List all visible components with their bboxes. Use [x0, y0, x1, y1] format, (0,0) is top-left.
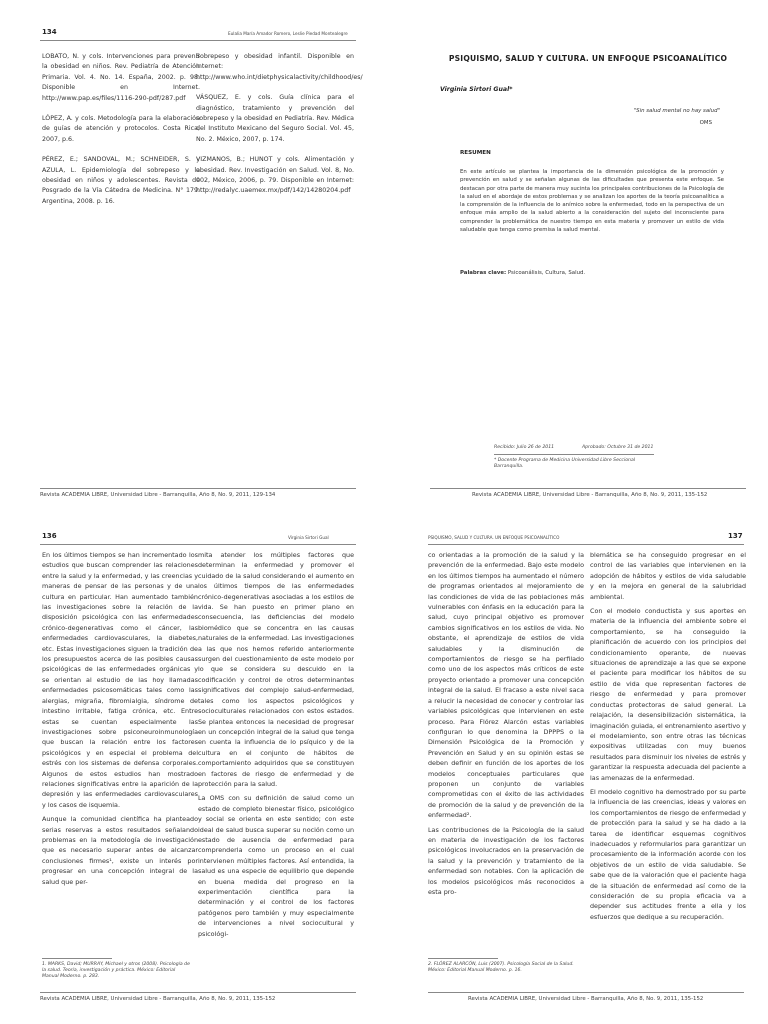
reference-item: LOBATO, N. y cols. Intervenciones para prevenir la obesidad en niños. Rev. Pediatría de Atención Primaria. Vol. 4. No. 14. España, 2002. p. 98. Disponible en Internet. http://www.pap.es/files/1116-290-pdf/287.pdf	[42, 53, 200, 102]
page-number: 134	[42, 28, 57, 36]
keywords-label: Palabras clave:	[460, 270, 507, 276]
reference-item: LÓPEZ, A. y cols. Metodología para la elaboración de guías de atención y protocolos. Costa Rica, 2007, p.6.	[42, 115, 200, 143]
paragraph: En los últimos tiempos se han incrementado los estudios que buscan comprender las relaciones entre la salud y la enfermedad, y las creencias y maneras de pensar de las personas y de una cultura en particular. Han aumentado también las investigaciones sobre la relación de la disposición psicológica con las enfermedades crónico-degenerativas como el cáncer, las enfermedades cardiovasculares, la diabetes, etc. Estas investigaciones siguen la tradición de los presupuestos acerca de las posibles causas psicológicas de las enfermedades orgánicas y se orientan al estudio de las hoy llamadas enfermedades psicosomáticas tales como las alergias, migraña, fibromialgia, síndrome de intestino irritable, fatiga crónica, etc. Entre estas se cuentan especialmente las investigaciones sobre psiconeuroinmunología que buscan la relación entre los factores psicológicos y en especial el problema del estrés con los sistemas de defensa corporales. Algunos de estos estudios han mostrado relaciones significativas entre la aparición de la depresión y las enfermedades cardiovasculares y los casos de isquemia.	[42, 551, 198, 809]
footer-rule	[428, 992, 744, 993]
footnote: 2. FLÓREZ ALARCÓN, Luis (2007). Psicología Social de la Salud. México: Editorial Manual Moderno. p. 16.	[428, 962, 574, 974]
header-rule	[40, 544, 356, 545]
page-137	[410, 522, 766, 1022]
running-head: Virginia Sirtori Gual	[288, 535, 329, 540]
resumen-heading: RESUMEN	[460, 150, 491, 156]
body-column-right	[198, 550, 354, 943]
body-column-left	[42, 550, 198, 891]
keywords-value: Psicoanálisis, Cultura, Salud.	[507, 270, 586, 276]
article-title: PSIQUISMO, SALUD Y CULTURA. UN ENFOQUE PSICOANALÍTICO	[448, 54, 728, 63]
reference-item: Sobrepeso y obesidad infantil. Disponible en Internet: http://www.who.int/dietphysicalactivity/childhood/es/	[196, 53, 363, 81]
paragraph: Con el modelo conductista y sus aportes en materia de la influencia del ambiente sobre el comportamiento, se ha conseguido la planificación de acuerdo con los principios del condicionamiento operante, de nuevas situaciones de aprendizaje a las que se expone el paciente para modificar los hábitos de su estilo de vida que representan factores de riesgo de enfermedad y para promover conductas protectoras de salud general. La relajación, la desensibilización sistemática, la imaginación guiada, el entrenamiento asertivo y el modelamiento, son entre otras las técnicas expositivas utilizadas con muy buenos resultados para disminuir los niveles de estrés y garantizar la respuesta adecuada del paciente a las amenazas de la enfermedad.	[590, 607, 746, 782]
footnote-rule	[428, 958, 498, 959]
epigraph-quote: "Sin salud mental no hay salud"	[633, 108, 720, 114]
paragraph: El modelo cognitivo ha demostrado por su parte la influencia de las creencias, ideas y valores en los comportamientos de riesgo de enfermedad y de protección para la salud y se ha dado a la tarea de identificar esquemas cognitivos inadecuados y reformularlos para garantizar un procesamiento de la información acorde con los objetivos de un estilo de vida saludable. Se sabe que de la valoración que el paciente haga de la situación de enfermedad así como de la consideración de su propia eficacia va a depender sus actitudes frente a ella y los esfuerzos que dedique a su recuperación.	[590, 787, 746, 921]
keywords	[460, 270, 585, 276]
author-note: * Docente Programa de Medicina Universidad Libre Seccional Barranquilla.	[494, 458, 636, 470]
running-head: Eulalia María Amador Romero, Leslie Piedad Montealegre	[228, 31, 348, 36]
page-footer: Revista ACADEMIA LIBRE, Universidad Libre - Barranquilla, Año 8, No. 9, 2011, 135-152	[472, 492, 708, 498]
footnote: 1. MARKS, David; MURRAY, Michael y otros (2008). Psicología de la salud. Teoría, investigación y práctica. México: Editorial Manual Moderno. p. 283.	[42, 962, 190, 980]
page-136	[20, 522, 376, 1022]
approved-date: Aprobado: Octubre 31 de 2011	[582, 445, 654, 450]
page-134	[20, 18, 376, 518]
resumen-text: En este artículo se plantea la importancia de la dimensión psicológica de la promoción y prevención en salud y se señalan algunas de las dificultades que presenta este enfoque. Se destacan por otra parte de manera muy sucinta los principales contribuciones de la Psicología de la salud en el abordaje de estos problemas y se analizan los aportes de la teoría psicoanalítica a la comprensión de la influencia de lo anímico sobre la enfermedad, todo en la perspectiva de un enfoque más amplio de la salud abierto a la consideración del sujeto del inconsciente para comprender la problemática de nuestro tiempo en esta materia y promover un estilo de vida saludable que tenga como premisa la salud mental.	[460, 169, 724, 234]
author-note-rule	[494, 454, 654, 455]
paragraph: co orientadas a la promoción de la salud y la prevención de la enfermedad. Bajo este modelo en los últimos tiempos ha aumentado el número de programas orientados al mejoramiento de las condiciones de vida de las poblaciones más vulnerables con énfasis en la educación para la salud, cuyo principal objetivo es promover cambios significativos en los estilos de vida. No obstante, el aprendizaje de estilos de vida saludables y la disminución de comportamientos de riesgo se ha perfilado como uno de los aspectos más críticos de este proyecto orientado a promover una concepción integral de la salud. El fracaso a este nivel saca a relucir la necesidad de conocer y controlar las variables psicológicas que intervienen en este proceso. Para Flórez Alarcón estas variables configuran lo que denomina la DPPPS o la Dimensión Psicológica de la Promoción y Prevención en Salud y en su opinión estas se deben definir en función de los aportes de los modelos conceptuales particulares que proponen un conjunto de variables comprometidas con el éxito de las actividades de promoción de la salud y de prevención de la enfermedad².	[428, 551, 584, 820]
reference-item: VÁSQUEZ, E. y cols. Guía clínica para el diagnóstico, tratamiento y prevención del sobrepeso y la obesidad en Pediatría. Rev. Médica del Instituto Mexicano del Seguro Social. Vol. 45, No. 2. México, 2007, p. 174.	[196, 94, 354, 143]
received-date: Recibido: Julio 26 de 2011	[494, 445, 555, 450]
reference-item: VIZMANOS, B.; HUNOT y cols. Alimentación y obesidad. Rev. Investigación en Salud. Vol. 8, No. 002, México, 2006, p. 79. Disponible en Internet: http://redalyc.uaemex.mx/pdf/142/14280204.pdf	[196, 156, 354, 195]
paragraph: mita atender los múltiples factores que determinan la enfermedad y promover el cuidado de la salud considerando el aumento en los últimos tiempos de las enfermedades crónico-degenerativas asociadas a los estilos de vida. Se han puesto en primer plano en consecuencia, las deficiencias del modelo biomédico que se concentra en las causas naturales de la enfermedad. Las investigaciones a las que nos hemos referido anteriormente surgen del cuestionamiento de este modelo por lo que se considera su descuido en la codificación y control de otros determinantes significativos del complejo salud-enfermedad, tales como los aspectos psicológicos y socioculturales relacionados con estos estados. Se plantea entonces la necesidad de progresar en un concepción integral de la salud que tenga en cuenta la influencia de lo psíquico y de la cultura en el conjunto de hábitos de comportamiento adquiridos que se constituyen en factores de riesgo de enfermedad y de protección para la salud.	[198, 551, 354, 788]
article-author: Virginia Sirtori Gual*	[440, 86, 513, 93]
page-footer: Revista ACADEMIA LIBRE, Universidad Libre - Barranquilla, Año 8, No. 9, 2011, 135-152	[40, 996, 276, 1002]
references-column-left	[42, 52, 200, 217]
running-head: PSIQUISMO, SALUD Y CULTURA. UN ENFOQUE PSICOANALÍTICO	[428, 535, 560, 540]
header-rule	[40, 40, 356, 41]
paragraph: Las contribuciones de la Psicología de la salud en materia de investigación de los factores psicológicos involucrados en la preservación de la salud y la prevención y tratamiento de la enfermedad son notables. Con la aplicación de los modelos psicológicos más reconocidos a esta pro-	[428, 825, 584, 896]
footer-rule	[40, 992, 356, 993]
reference-item: PÉREZ, E.; SANDOVAL, M.; SCHNEIDER, S. y AZULA, L. Epidemiología del sobrepeso y la obesidad en niños y adolescentes. Revista de Posgrado de la Vía Cátedra de Medicina. N° 179. Argentina, 2008. p. 16.	[42, 156, 200, 205]
paragraph: Aunque la comunidad científica ha planteado serias reservas a estos resultados señalando problemas en la metodología de investigación que es necesario superar antes de alcanzar conclusiones firmes¹, existe un interés por progresar en una concepción integral de la salud que per-	[42, 815, 198, 886]
page-135	[410, 18, 766, 518]
footer-rule	[430, 488, 746, 489]
paragraph: La OMS con su definición de salud como un estado de completo bienestar físico, psicológico y social se orienta en este sentido; con este ideal de salud busca superar su noción como un estado de ausencia de enfermedad para comprenderla como un proceso en el cual intervienen múltiples factores. Así entendida, la salud es una especie de equilibrio que depende en buena medida del progreso en la experimentación científica para la determinación y el control de los factores patógenos pero también y muy especialmente de intervenciones a nivel sociocultural y psicológi-	[198, 794, 354, 938]
body-column-left	[428, 550, 584, 901]
page-footer: Revista ACADEMIA LIBRE, Universidad Libre - Barranquilla, Año 8, No. 9, 2011, 129-134	[40, 492, 276, 498]
footnote-rule	[42, 958, 112, 959]
page-number: 136	[42, 532, 57, 540]
footer-rule	[40, 488, 356, 489]
paragraph: blemática se ha conseguido progresar en el control de las variables que intervienen en la adopción de hábitos y estilos de vida saludable y en la mejora en general de la salubridad ambiental.	[590, 551, 746, 601]
references-column-right	[196, 52, 363, 207]
body-column-right	[590, 550, 746, 926]
page-footer: Revista ACADEMIA LIBRE, Universidad Libre - Barranquilla, Año 8, No. 9, 2011, 135-152	[468, 996, 704, 1002]
epigraph-source: OMS	[699, 120, 712, 126]
header-rule	[428, 544, 744, 545]
page-number: 137	[728, 532, 743, 540]
